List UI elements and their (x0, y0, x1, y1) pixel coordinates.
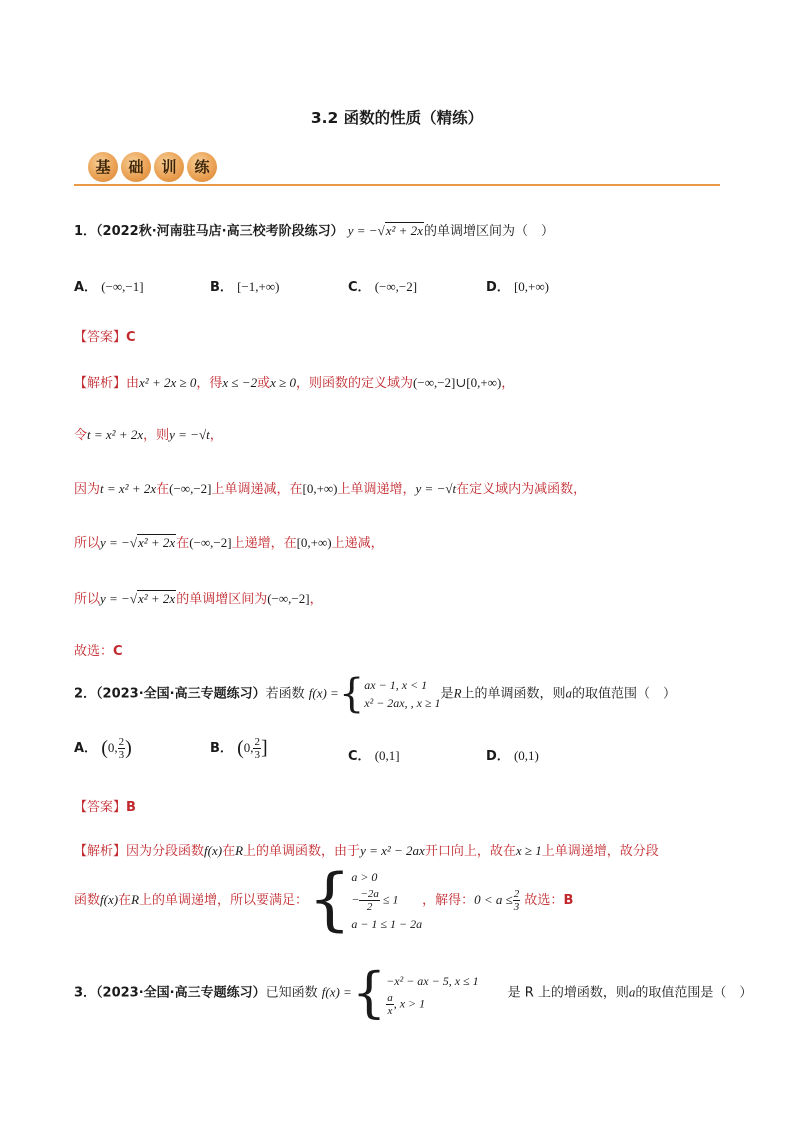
question-number: 1． (74, 224, 97, 239)
option-c: C． (0,1] (348, 748, 400, 764)
condition-1: a > 0 (351, 870, 378, 884)
question-source: （2023·全国·高三专题练习） (96, 686, 266, 702)
analysis-line-4: 所以y = −√x² + 2x在(−∞,−2]上递增，在[0,+∞)上递减， (74, 535, 384, 551)
analysis-line-5: 所以y = −√x² + 2x的单调增区间为(−∞,−2]， (74, 591, 323, 607)
question-source: （2022秋·河南驻马店·高三校考阶段练习） (96, 224, 344, 239)
option-a: A． (0, $\frac{2}{3}$ ) (74, 736, 132, 761)
analysis-line-1: 【解析】由x² + 2x ≥ 0，得x ≤ −2或x ≥ 0，则函数的定义域为(−∞,−2]∪[0,+∞)， (74, 375, 515, 391)
option-a: A． (−∞,−1] (74, 279, 144, 295)
condition-2: − $\frac{-2a}{2}$ ≤ 1 (351, 888, 399, 913)
question-2-stem: 2．（2023·全国·高三专题练习）若函数 f(x) ={ ax − 1, x < 1 x² − 2ax, , x ≥ 1 是R上的单调函数，则a的取值范围（ ） (74, 671, 677, 717)
piece-1: ax − 1, x < 1 (364, 678, 428, 692)
option-b: B． [−1,+∞) (210, 279, 280, 295)
question-source: （2023·全国·高三专题练习） (96, 985, 266, 1001)
banner-char-4: 练 (187, 152, 217, 182)
formula: y = − (347, 223, 378, 238)
analysis-line-2: 令t = x² + 2x，则y = −√t， (74, 427, 223, 443)
option-b: B． (0, $\frac{2}{3}$ ] (210, 736, 268, 761)
banner-char-2: 础 (121, 152, 151, 182)
question-3-stem: 3．（2023·全国·高三专题练习）已知函数 f(x) ={ −x² − ax − 5, x ≤ 1 $\frac{a}{x}$ , x > 1 是 R 上的增函数，则a的取值范围是（ ） (74, 961, 753, 1024)
page-title: 3.2 函数的性质（精练） (310, 109, 484, 127)
question-number: 3． (74, 985, 97, 1001)
answer-value: B (126, 800, 136, 815)
option-d: D． [0,+∞) (486, 279, 549, 295)
piece-1: −x² − ax − 5, x ≤ 1 (386, 973, 479, 988)
formula-radicand: x² + 2x (385, 223, 423, 238)
question-text: 的单调增区间为（ ） (423, 224, 554, 239)
banner-char-3: 训 (154, 152, 184, 182)
answer-value: C (126, 330, 136, 345)
analysis-line-1: 【解析】因为分段函数f(x)在R上的单调函数，由于y = x² − 2ax开口向上，故在x ≥ 1上单调递增，故分段 (74, 843, 659, 859)
answer-line: 【答案】C (74, 330, 136, 345)
analysis-conclusion: 故选：C (74, 644, 123, 659)
question-number: 2． (74, 686, 97, 702)
question-1-stem: 1．（2022秋·河南驻马店·高三校考阶段练习） y = −√x² + 2x的单调增区间为（ ） (74, 223, 554, 239)
banner-char-1: 基 (88, 152, 118, 182)
option-d: D． (0,1) (486, 748, 539, 764)
piece-2: $\frac{a}{x}$ , x > 1 (387, 991, 426, 1017)
piece-2: x² − 2ax, , x ≥ 1 (364, 696, 441, 710)
answer-line: 【答案】B (74, 800, 136, 815)
condition-3: a − 1 ≤ 1 − 2a (351, 917, 423, 931)
analysis-line-2: 函数f(x)在R上的单调递增，所以要满足：{ a > 0 − $\frac{-2a}{2}$ ≤ 1 a − 1 ≤ 1 − 2a ，解得：0 < a ≤ $\frac{2}{3}$ 故选：B (74, 860, 574, 940)
option-c: C． (−∞,−2] (348, 279, 418, 295)
analysis-line-3: 因为t = x² + 2x在(−∞,−2]上单调递减，在[0,+∞)上单调递增，y = −√t在定义域内为减函数， (74, 481, 587, 497)
section-divider (74, 184, 720, 186)
